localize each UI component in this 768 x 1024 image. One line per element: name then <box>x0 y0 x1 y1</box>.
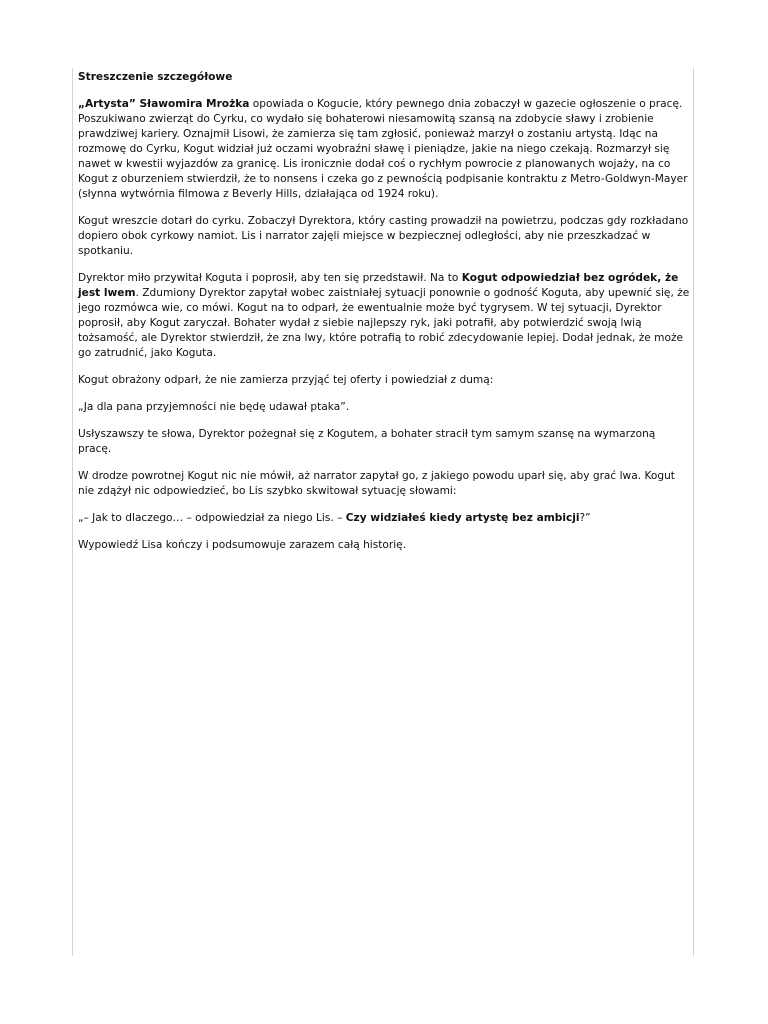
paragraph-3-text-before: Dyrektor miło przywitał Koguta i poprosił, aby ten się przedstawił. Na to <box>78 272 462 284</box>
paragraph-1-text: opowiada o Kogucie, który pewnego dnia zobaczył w gazecie ogłoszenie o pracę. Poszukiwano zwierząt do Cyrku, co wydało się bohaterowi niesamowitą szansą na zdobycie sławy i zrobienie prawdziwej kariery. Oznajmił Lisowi, że zamierza się tam zgłosić, ponieważ marzył o zostaniu artystą. Idąc na rozmowę do Cyrku, Kogut widział już oczami wyobraźni sławę i pieniądze, jakie na niego czekają. Rozmarzył się nawet w kwestii wyjazdów za granicę. Lis ironicznie dodał coś o rychłym powrocie z planowanych wojaży, na co Kogut z oburzeniem stwierdził, że to nonsens i czeka go z pewnością podpisanie kontraktu z Metro-Goldwyn-Mayer (słynna wytwórnia filmowa z Beverly Hills, działająca od 1924 roku). <box>78 98 688 200</box>
paragraph-3 <box>78 271 690 361</box>
document-content <box>78 70 690 565</box>
document-page <box>72 68 694 956</box>
paragraph-6: Usłyszawszy te słowa, Dyrektor pożegnał się z Kogutem, a bohater stracił tym samym szansę na wymarzoną pracę. <box>78 428 656 455</box>
paragraph-9: Wypowiedź Lisa kończy i podsumowuje zarazem całą historię. <box>78 539 407 551</box>
paragraph-8-text-after: ?” <box>579 512 591 524</box>
paragraph-3-bold: Kogut odpowiedział bez ogródek, że jest lwem <box>78 272 679 299</box>
paragraph-8-bold: Czy widziałeś kiedy artystę bez ambicji <box>345 512 580 524</box>
paragraph-4: Kogut obrażony odparł, że nie zamierza przyjąć tej oferty i powiedział z dumą: <box>78 374 494 386</box>
paragraph-5-quote: „Ja dla pana przyjemności nie będę udawał ptaka”. <box>78 401 350 413</box>
paragraph-2: Kogut wreszcie dotarł do cyrku. Zobaczył Dyrektora, który casting prowadził na powietrzu, podczas gdy rozkładano dopiero obok cyrkowy namiot. Lis i narrator zajęli miejsce w bezpiecznej odległości, aby nie przeszkadzać w spotkaniu. <box>78 215 689 257</box>
paragraph-8-text-before: „– Jak to dlaczego… – odpowiedział za niego Lis. – <box>78 512 346 524</box>
paragraph-1-bold: „Artysta” Sławomira Mrożka <box>78 98 250 110</box>
paragraph-7: W drodze powrotnej Kogut nic nie mówił, aż narrator zapytał go, z jakiego powodu uparł się, aby grać lwa. Kogut nie zdążył nic odpowiedzieć, bo Lis szybko skwitował sytuację słowami: <box>78 470 675 497</box>
paragraph-8-quote <box>78 511 690 526</box>
paragraph-3-text-after: . Zdumiony Dyrektor zapytał wobec zaistniałej sytuacji ponownie o godność Koguta, aby upewnić się, że jego rozmówca wie, co mówi. Kogut na to odparł, że ewentualnie może być tygrysem. W tej sytuacji, Dyrektor poprosił, aby Kogut zaryczał. Bohater wydał z siebie najlepszy ryk, jaki potrafił, aby potwierdzić swoją lwią tożsamość, ale Dyrektor stwierdził, że zna lwy, które potrafią to robić zdecydowanie lepiej. Dodał jednak, że może go zatrudnić, jako Koguta. <box>78 287 690 359</box>
document-heading: Streszczenie szczegółowe <box>78 71 233 83</box>
paragraph-1 <box>78 97 690 202</box>
